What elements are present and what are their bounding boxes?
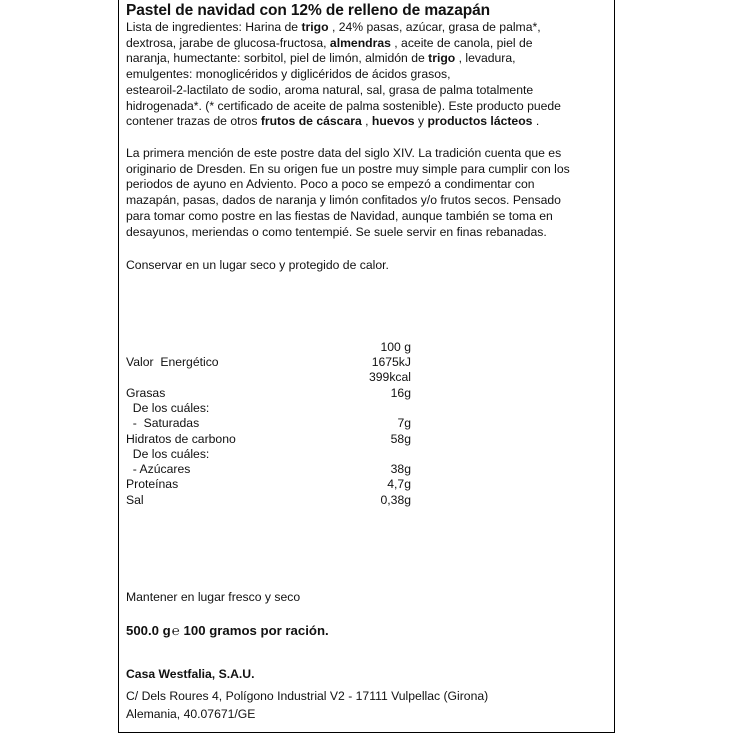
description-line: originario de Dresden. En su origen fue un postre muy simple para cumplir con los	[126, 161, 570, 176]
ingredients-line	[126, 36, 611, 52]
ingredient-text: Lista de ingredientes: Harina de	[126, 20, 302, 34]
storage-instructions	[126, 258, 611, 274]
nutrition-row-value: 0,38g	[380, 492, 411, 507]
description-line: La primera mención de este postre data del siglo XIV. La tradición cuenta que es	[126, 146, 562, 160]
nutrition-row-label: De los cuáles:	[126, 446, 210, 461]
ingredient-text: , aceite de canola, piel de	[390, 35, 533, 50]
ingredient-text: naranja, humectante: sorbitol, piel de limón, almidón de	[126, 51, 429, 66]
net-weight-line	[126, 623, 329, 638]
allergen-text: productos lácteos	[427, 114, 533, 129]
nutrition-row-value: 7g	[397, 416, 411, 431]
allergen-text: frutos de cáscara	[260, 114, 362, 129]
nutrition-row-label: - Saturadas	[126, 416, 200, 431]
ingredients-line	[126, 114, 611, 130]
ingredient-text: , levadura,	[455, 51, 516, 66]
storage-text: Conservar en un lugar seco y protegido de calor.	[126, 258, 389, 272]
ingredient-text: .	[532, 114, 540, 129]
company-address: C/ Dels Roures 4, Polígono Industrial V2 - 17111 Vulpellac (Girona)	[126, 689, 489, 703]
nutrition-row-label: De los cuáles:	[126, 400, 210, 415]
ingredient-text: ,	[361, 114, 372, 129]
portion-text: 100 gramos por ración.	[183, 623, 329, 638]
allergen-text: huevos	[371, 114, 415, 129]
product-description	[126, 146, 611, 240]
ingredients-line	[126, 83, 611, 99]
ingredient-text: estearoil-2-lactilato de sodio, aroma natural, sal, grasa de palma totalmente	[126, 82, 534, 97]
ingredient-text: , 24% pasas, azúcar, grasa de palma*,	[328, 20, 541, 34]
ingredient-text: y	[414, 114, 428, 129]
description-line: mazapán, pasas, dados de naranja y limón confitados y/o frutos secos. Pensado	[126, 193, 561, 208]
nutrition-row-label: Sal	[126, 492, 144, 507]
nutrition-row-value: 399kcal	[368, 370, 411, 385]
company-country-registry: Alemania, 40.07671/GE	[126, 707, 256, 721]
nutrition-row-value: 38g	[390, 462, 411, 477]
nutrition-row-label: Hidratos de carbono	[126, 431, 236, 446]
estimated-sign-icon: ℮	[171, 623, 180, 638]
allergen-text: trigo	[301, 20, 329, 34]
company-name: Casa Westfalia, S.A.U.	[126, 667, 255, 681]
nutrition-row-label: Proteínas	[126, 477, 179, 492]
ingredient-text: hidrogenada*. (* certificado de aceite de palma sostenible). Este producto puede	[126, 98, 561, 113]
nutrition-row-label: Grasas	[126, 385, 166, 400]
allergen-text: trigo	[428, 51, 456, 66]
nutrition-row-value: 1675kJ	[371, 355, 411, 369]
ingredients-line	[126, 67, 611, 83]
ingredients-list	[126, 20, 611, 130]
ingredients-line	[126, 20, 611, 36]
keep-instructions: Mantener en lugar fresco y seco	[126, 590, 301, 604]
ingredient-text: emulgentes: monoglicéridos y diglicéridos de ácidos grasos,	[126, 67, 451, 82]
nutrition-row-label: - Azúcares	[126, 462, 191, 477]
description-line: para tomar como postre en las fiestas de Navidad, aunque también se toma en	[126, 208, 553, 223]
nutrition-row-value: 4,7g	[387, 477, 411, 492]
ingredients-line	[126, 99, 611, 115]
nutrition-row-value: 58g	[390, 431, 411, 446]
allergen-text: almendras	[329, 35, 391, 50]
product-title: Pastel de navidad con 12% de relleno de mazapán	[126, 2, 490, 19]
ingredient-text: dextrosa, jarabe de glucosa-fructosa,	[126, 35, 330, 50]
description-line: periodos de ayuno en Adviento. Poco a poco se empezó a condimentar con	[126, 177, 535, 192]
net-weight: 500.0 g	[126, 623, 171, 638]
nutrition-column-header: 100 g	[380, 340, 411, 354]
ingredient-text: contener trazas de otros	[126, 114, 261, 129]
nutrition-row-value: 16g	[390, 385, 411, 400]
ingredients-line	[126, 51, 611, 67]
description-line: desayunos, meriendas o como tentempié. Se suele servir en finas rebanadas.	[126, 224, 547, 239]
nutrition-row-label: Valor Energético	[126, 355, 219, 369]
